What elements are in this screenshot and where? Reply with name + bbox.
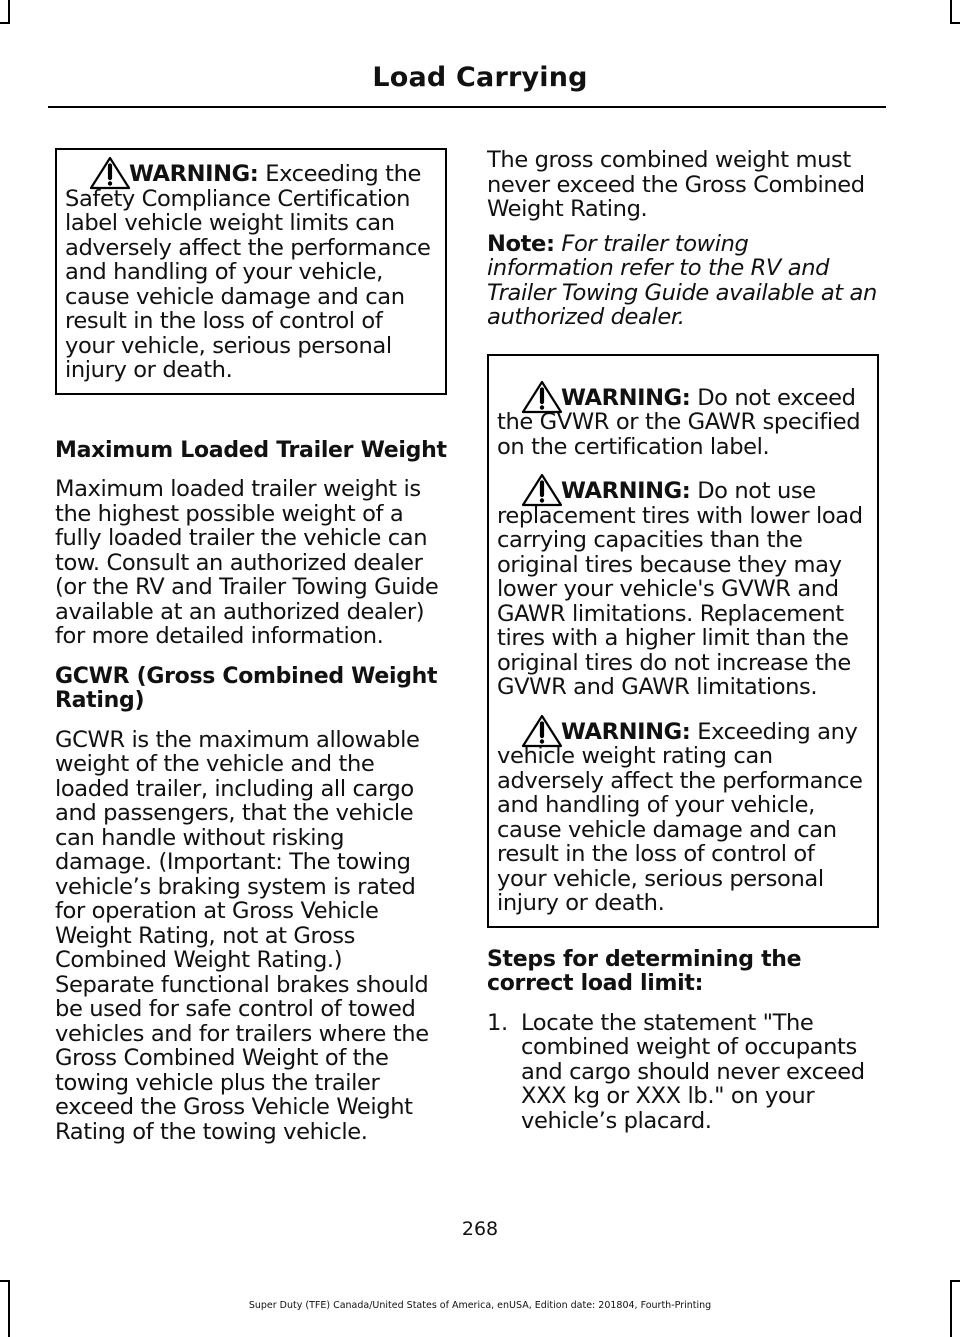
section-heading: GCWR (Gross Combined Weight Rating) bbox=[55, 663, 438, 713]
section-heading: Maximum Loaded Trailer Weight bbox=[55, 437, 447, 463]
note-text: For trailer towing information refer to the RV and Trailer Towing Guide available at an authorized dealer. bbox=[487, 230, 877, 330]
right-column bbox=[487, 148, 879, 1133]
intro-paragraph: The gross combined weight must never exceed the Gross Combined Weight Rating. bbox=[487, 147, 865, 222]
warning-label: WARNING: bbox=[129, 161, 259, 187]
warning-text: Exceeding the Safety Compliance Certification label vehicle weight limits can adversely affect the performance and handling of your vehicle, cause vehicle damage and can result in the loss of control of your vehicle, serious personal injury or death. bbox=[65, 161, 431, 383]
warning-text: Do not exceed the GVWR or the GAWR specified on the certification label. bbox=[497, 384, 861, 460]
warning-item bbox=[65, 162, 437, 383]
footer-edition: Super Duty (TFE) Canada/United States of America, enUSA, Edition date: 201804, Fourth-Printing bbox=[248, 1300, 712, 1311]
section-paragraph: Maximum loaded trailer weight is the highest possible weight of a fully loaded trailer the vehicle can tow. Consult an authorized dealer (or the RV and Trailer Towing Guide available at an authorized dealer) for more detailed information. bbox=[55, 476, 439, 649]
warning-triangle-icon bbox=[89, 156, 131, 190]
left-column bbox=[55, 148, 447, 1144]
section-paragraph: GCWR is the maximum allowable weight of the vehicle and the loaded trailer, including all cargo and passengers, that the vehicle can handle without risking damage. (Important: The towing vehicle’s braking system is rated for operation at Gross Vehicle Weight Rating, not at Gross Combined Weight Rating.) Separate functional brakes should be used for safe control of towed vehicles and for trailers where the Gross Combined Weight of the towing vehicle plus the trailer exceed the Gross Vehicle Weight Rating of the towing vehicle. bbox=[55, 726, 429, 1145]
warning-text: Exceeding any vehicle weight rating can adversely affect the performance and handling of your vehicle, cause vehicle damage and can result in the loss of control of your vehicle, serious personal injury or death. bbox=[497, 718, 863, 916]
note-label: Note: bbox=[487, 230, 555, 257]
warning-box bbox=[487, 354, 879, 928]
warning-item bbox=[497, 479, 869, 700]
header-divider bbox=[48, 106, 886, 108]
crop-mark bbox=[950, 0, 952, 22]
crop-mark bbox=[950, 1280, 960, 1282]
warning-label: WARNING: bbox=[561, 384, 691, 411]
warning-label: WARNING: bbox=[561, 478, 691, 504]
step-number: 1. bbox=[487, 1009, 508, 1036]
warning-label: WARNING: bbox=[561, 718, 691, 745]
crop-mark bbox=[8, 0, 10, 22]
note bbox=[487, 232, 879, 330]
warning-text: Do not use replacement tires with lower load carrying capacities than the original tires because they may lower your vehicle's GVWR and GAWR limitations. Replacement tires with a higher limit than the original tires do not increase the GVWR and GAWR limitations. bbox=[497, 478, 863, 700]
section-heading: Steps for determining the correct load limit: bbox=[487, 946, 802, 996]
warning-item bbox=[497, 386, 869, 460]
warning-triangle-icon bbox=[521, 714, 563, 748]
step-text: Locate the statement "The combined weight of occupants and cargo should never exceed XXX kg or XXX lb." on your vehicle’s placard. bbox=[521, 1009, 865, 1134]
crop-mark bbox=[0, 22, 10, 24]
crop-mark bbox=[0, 1280, 10, 1282]
page-title: Load Carrying bbox=[372, 62, 588, 93]
warning-item bbox=[497, 720, 869, 916]
warning-triangle-icon bbox=[521, 473, 563, 507]
page-number: 268 bbox=[461, 1218, 499, 1240]
crop-mark bbox=[950, 22, 960, 24]
steps-list bbox=[487, 1011, 879, 1134]
list-item bbox=[487, 1011, 879, 1134]
warning-box bbox=[55, 148, 447, 395]
warning-triangle-icon bbox=[521, 380, 563, 414]
